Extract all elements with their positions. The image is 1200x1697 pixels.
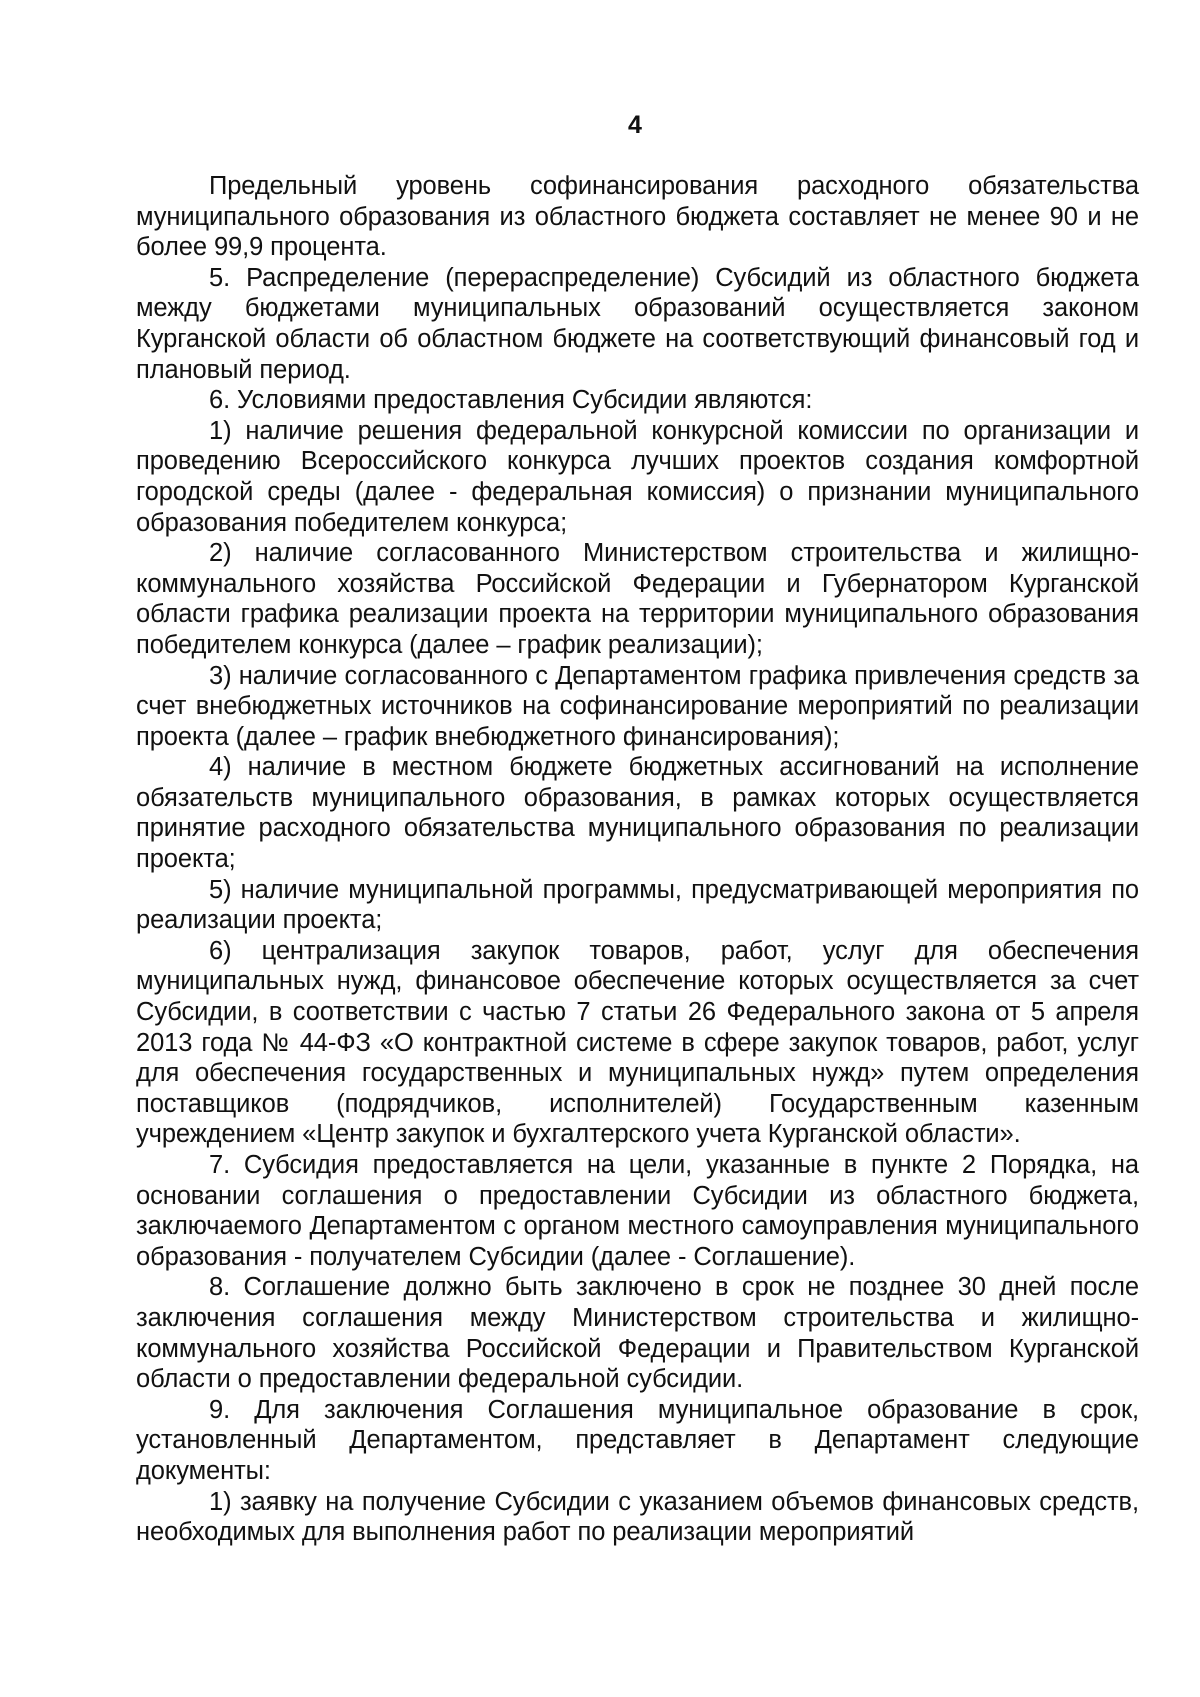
subitem-6-6: 6) централизация закупок товаров, работ, услуг для обеспечения муниципальных нужд, финансовое обеспечение которых осуществляется за счет Субсидии, в соответствии с частью 7 статьи 26 Федерального закона от 5 апреля 2013 года № 44-ФЗ «О контрактной системе в сфере закупок товаров, работ, услуг для обеспечения государственных и муниципальных нужд» путем определения поставщиков (подрядчиков, исполнителей) Государственным казенным учреждением «Центр закупок и бухгалтерского учета Курганской области». bbox=[136, 936, 1139, 1149]
document-body bbox=[136, 171, 1139, 1548]
paragraph-item-6: 6. Условиями предоставления Субсидии являются: bbox=[209, 386, 813, 415]
paragraph-item-8: 8. Соглашение должно быть заключено в срок не позднее 30 дней после заключения соглашения между Министерством строительства и жилищно-коммунального хозяйства Российской Федерации и Правительством Курганской области о предоставлении федеральной субсидии. bbox=[136, 1273, 1139, 1394]
subitem-6-2: 2) наличие согласованного Министерством строительства и жилищно-коммунального хозяйства Российской Федерации и Губернатором Курганской области графика реализации проекта на территории муниципального образования победителем конкурса (далее – график реализации); bbox=[136, 539, 1139, 659]
subitem-9-1: 1) заявку на получение Субсидии с указанием объемов финансовых средств, необходимых для выполнения работ по реализации мероприятий bbox=[136, 1487, 1139, 1547]
subitem-6-5: 5) наличие муниципальной программы, предусматривающей мероприятия по реализации проекта; bbox=[136, 875, 1139, 935]
subitem-6-4: 4) наличие в местном бюджете бюджетных ассигнований на исполнение обязательств муниципального образования, в рамках которых осуществляется принятие расходного обязательства муниципального образования по реализации проекта; bbox=[136, 753, 1139, 874]
subitem-6-1: 1) наличие решения федеральной конкурсной комиссии по организации и проведению Всероссийского конкурса лучших проектов создания комфортной городской среды (далее - федеральная комиссия) о признании муниципального образования победителем конкурса; bbox=[136, 416, 1139, 537]
paragraph-cofinancing-level: Предельный уровень софинансирования расходного обязательства муниципального образования из областного бюджета составляет не менее 90 и не более 99,9 процента. bbox=[136, 172, 1139, 262]
paragraph-item-5: 5. Распределение (перераспределение) Субсидий из областного бюджета между бюджетами муниципальных образований осуществляется законом Курганской области об областном бюджете на соответствующий финансовый год и плановый период. bbox=[136, 263, 1139, 384]
page-number: 4 bbox=[628, 111, 642, 139]
paragraph-item-9: 9. Для заключения Соглашения муниципальное образование в срок, установленный Департаментом, представляет в Департамент следующие документы: bbox=[136, 1395, 1139, 1485]
paragraph-item-7: 7. Субсидия предоставляется на цели, указанные в пункте 2 Порядка, на основании соглашения о предоставлении Субсидии из областного бюджета, заключаемого Департаментом с органом местного самоуправления муниципального образования - получателем Субсидии (далее - Соглашение). bbox=[136, 1151, 1139, 1271]
subitem-6-3: 3) наличие согласованного с Департаментом графика привлечения средств за счет внебюджетных источников на софинансирование мероприятий по реализации проекта (далее – график внебюджетного финансирования); bbox=[136, 661, 1139, 751]
